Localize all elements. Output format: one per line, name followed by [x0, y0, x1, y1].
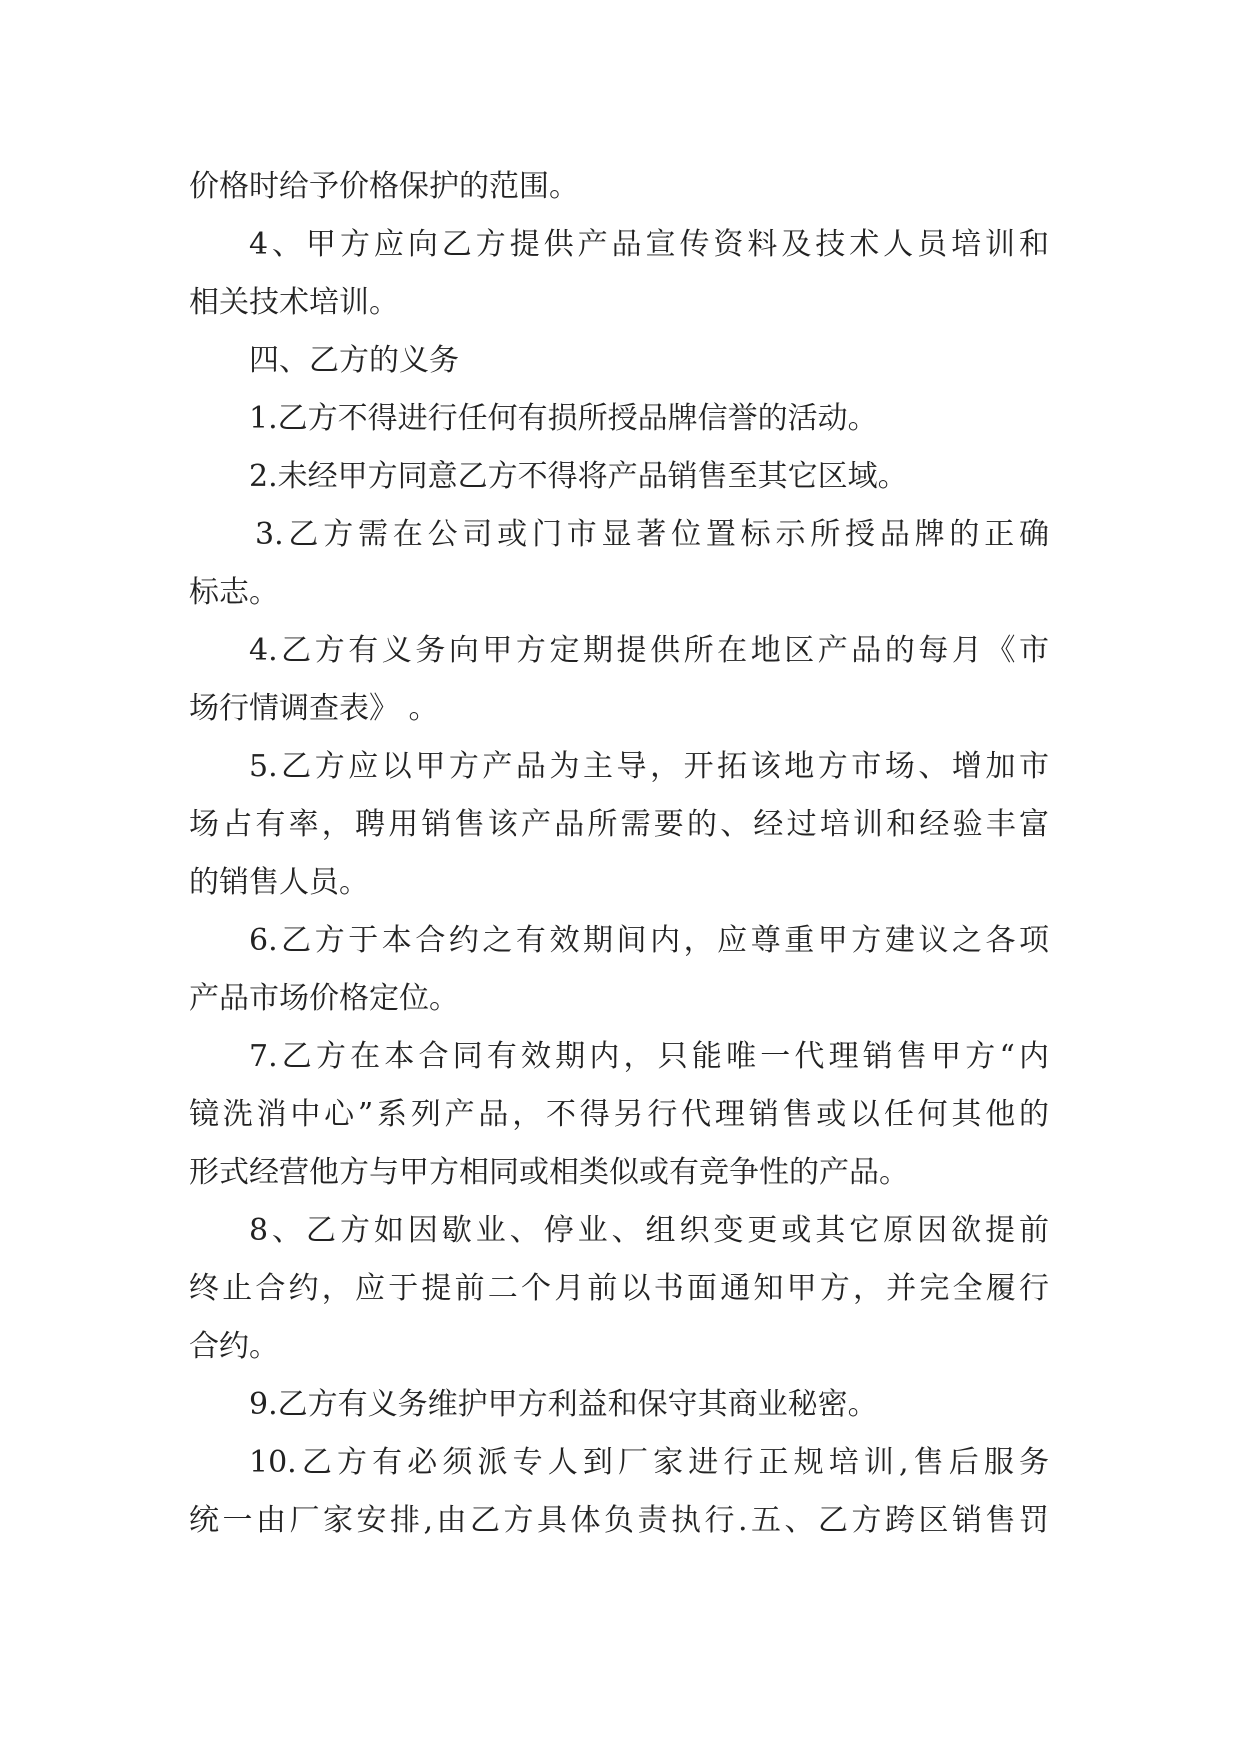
text-line: 标志。: [189, 575, 279, 610]
text-line: 10.乙方有必须派专人到厂家进行正规培训,售后服务: [249, 1445, 1049, 1480]
section-heading: 四、乙方的义务: [249, 343, 459, 378]
text-line: 6.乙方于本合约之有效期间内，应尊重甲方建议之各项: [249, 923, 1049, 958]
text-line: 形式经营他方与甲方相同或相类似或有竞争性的产品。: [189, 1155, 909, 1190]
document-body: [189, 158, 1049, 1550]
text-line: 5.乙方应以甲方产品为主导，开拓该地方市场、增加市: [249, 749, 1049, 784]
text-line: 终止合约，应于提前二个月前以书面通知甲方，并完全履行: [189, 1271, 1049, 1306]
text-line: 3.乙方需在公司或门市显著位置标示所授品牌的正确: [255, 517, 1049, 552]
text-line: 合约。: [189, 1329, 279, 1364]
text-line: 7.乙方在本合同有效期内，只能唯一代理销售甲方“内: [249, 1039, 1049, 1074]
text-line: 2.未经甲方同意乙方不得将产品销售至其它区域。: [249, 459, 908, 494]
text-line: 8、乙方如因歇业、停业、组织变更或其它原因欲提前: [249, 1213, 1049, 1248]
text-line: 场行情调查表》 。: [189, 691, 439, 726]
text-line: 1.乙方不得进行任何有损所授品牌信誉的活动。: [249, 401, 878, 436]
text-line: 统一由厂家安排,由乙方具体负责执行.五、乙方跨区销售罚: [189, 1503, 1049, 1538]
text-line: 价格时给予价格保护的范围。: [189, 169, 579, 204]
text-line: 9.乙方有义务维护甲方利益和保守其商业秘密。: [249, 1387, 878, 1422]
text-line: 4、甲方应向乙方提供产品宣传资料及技术人员培训和: [249, 227, 1049, 262]
text-line: 4.乙方有义务向甲方定期提供所在地区产品的每月《市: [249, 633, 1049, 668]
text-line: 场占有率，聘用销售该产品所需要的、经过培训和经验丰富: [189, 807, 1049, 842]
text-line: 的销售人员。: [189, 865, 369, 900]
text-line: 镜洗消中心”系列产品，不得另行代理销售或以任何其他的: [189, 1097, 1049, 1132]
text-line: 相关技术培训。: [189, 285, 399, 320]
text-line: 产品市场价格定位。: [189, 981, 459, 1016]
